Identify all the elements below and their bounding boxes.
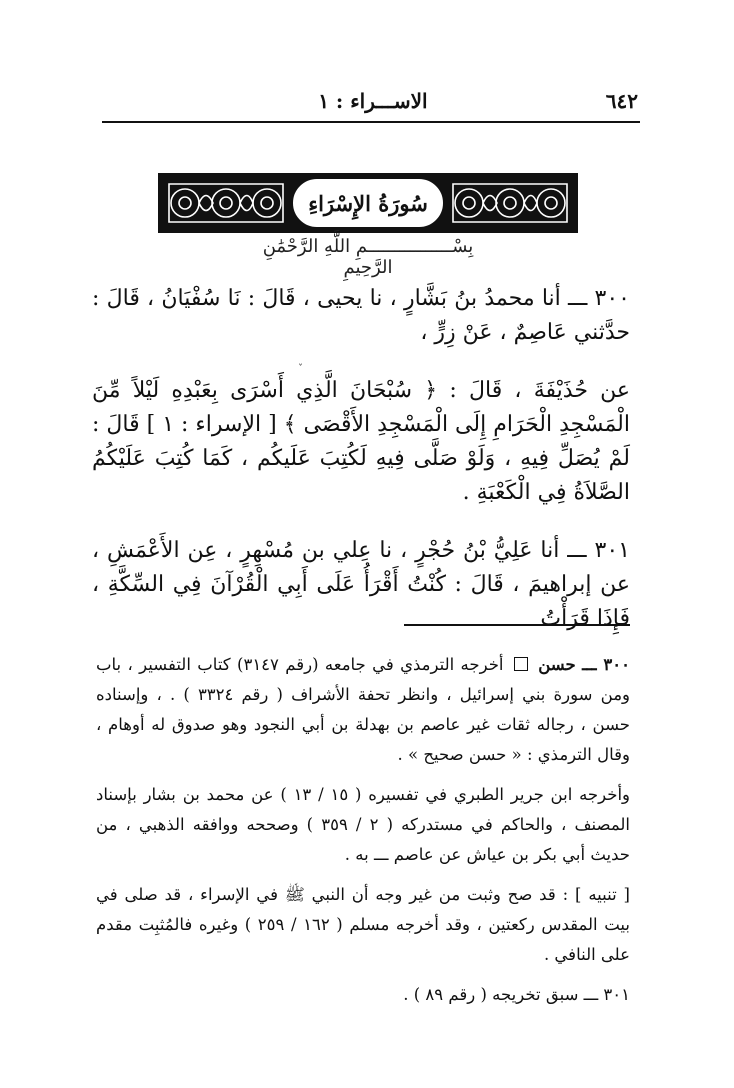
footnote-301: ٣٠١ ـــ سبق تخريجه ( رقم ٨٩ ) . bbox=[403, 985, 630, 1004]
stray-mark: ˇ bbox=[298, 364, 303, 375]
surah-reference: الاســـراء : ١ bbox=[318, 89, 428, 113]
hadith-300-text: عن حُذَيْفَةَ ، قَالَ : ﴿ سُبْحَانَ الَّذِي أَسْرَى بِعَبْدِهِ لَيْلاً مِّنَ الْمَسْجِدِ الْحَرَامِ إِلَى الْمَسْجِدِ الأَقْصَى ﴾ [ الإسراء : ١ ] قَالَ : لَمْ يُصَلِّ فِيهِ ، وَلَوْ صَلَّى فِيهِ لَكُتِبَ عَلَيكُم ، كَمَا كُتِبَ عَلَيْكُمُ الصَّلاَةُ فِي الْكَعْبَةِ . bbox=[92, 378, 630, 505]
main-text bbox=[92, 282, 630, 636]
footnote-300-para2: وأخرجه ابن جرير الطبري في تفسيره ( ١٥ / ١٣ ) عن محمد بن بشار بإسناد المصنف ، والحاكم في مستدركه ( ٢ / ٣٥٩ ) وصححه ووافقه الذهبي ، من حديث أبي بكر بن عياش عن عاصم ـــ به . bbox=[96, 785, 630, 864]
hadith-301: ٣٠١ ـــ أنا عَلِيُّ بْنُ حُجْرٍ ، نا عِلي بن مُسْهِرٍ ، عِن الأَعْمَشِ ، عن إبراهيمَ ، قَالَ : كُنْتُ أَقْرَأُ عَلَى أَبِي الْقُرْآنَ فِي السِّكَّةِ ، فَإِذَا قَرَأْتُ bbox=[92, 538, 630, 631]
running-header bbox=[100, 86, 638, 116]
ornament-left-icon bbox=[165, 180, 287, 226]
header-rule bbox=[102, 121, 640, 123]
basmala: بِسْــــــــــــــــمِ اللَّهِ الرَّحْمَٰنِ الرَّحِيمِ bbox=[262, 236, 474, 278]
square-box-icon bbox=[514, 657, 528, 671]
footnote-300-note: [ تنبيه ] : قد صح وثبت من غير وجه أن النبي ﷺ في الإسراء ، قد صلى في بيت المقدس ركعتين ، وقد أخرجه مسلم ( ١٦٢ / ٢٥٩ ) وغيره فالمُثبِت مقدم على النافي . bbox=[96, 885, 630, 964]
surah-title: سُورَةُ الإِسْرَاءِ bbox=[293, 179, 443, 227]
hadith-300-chain: ٣٠٠ ـــ أنا محمدُ بنُ بَشَّارٍ ، نا يحيى ، قَالَ : نَا سُفْيَانُ ، قَالَ : حدَّثني عَاصِمٌ ، عَنْ زِرٍّ ، bbox=[92, 286, 630, 345]
page-number: ٦٤٢ bbox=[605, 89, 638, 113]
footnote-rule bbox=[404, 624, 630, 626]
footnote-300-number: ٣٠٠ ـــ bbox=[582, 655, 631, 674]
ornament-right-icon bbox=[449, 180, 571, 226]
footnote-300-text: أخرجه الترمذي في جامعه (رقم ٣١٤٧) كتاب التفسير ، باب ومن سورة بني إسرائيل ، وانظر تحفة الأشراف ( رقم ٣٣٢٤ ) . ، وإسناده حسن ، رجاله ثقات غير عاصم بن بهدلة بن أبي النجود وهو صدوق له أوهام ، وقال الترمذي : « حسن صحيح » . bbox=[96, 655, 630, 764]
footnotes bbox=[96, 650, 630, 1010]
surah-banner bbox=[158, 173, 578, 233]
footnote-300-grade: حسن bbox=[538, 655, 576, 674]
footnote-300 bbox=[96, 650, 630, 770]
